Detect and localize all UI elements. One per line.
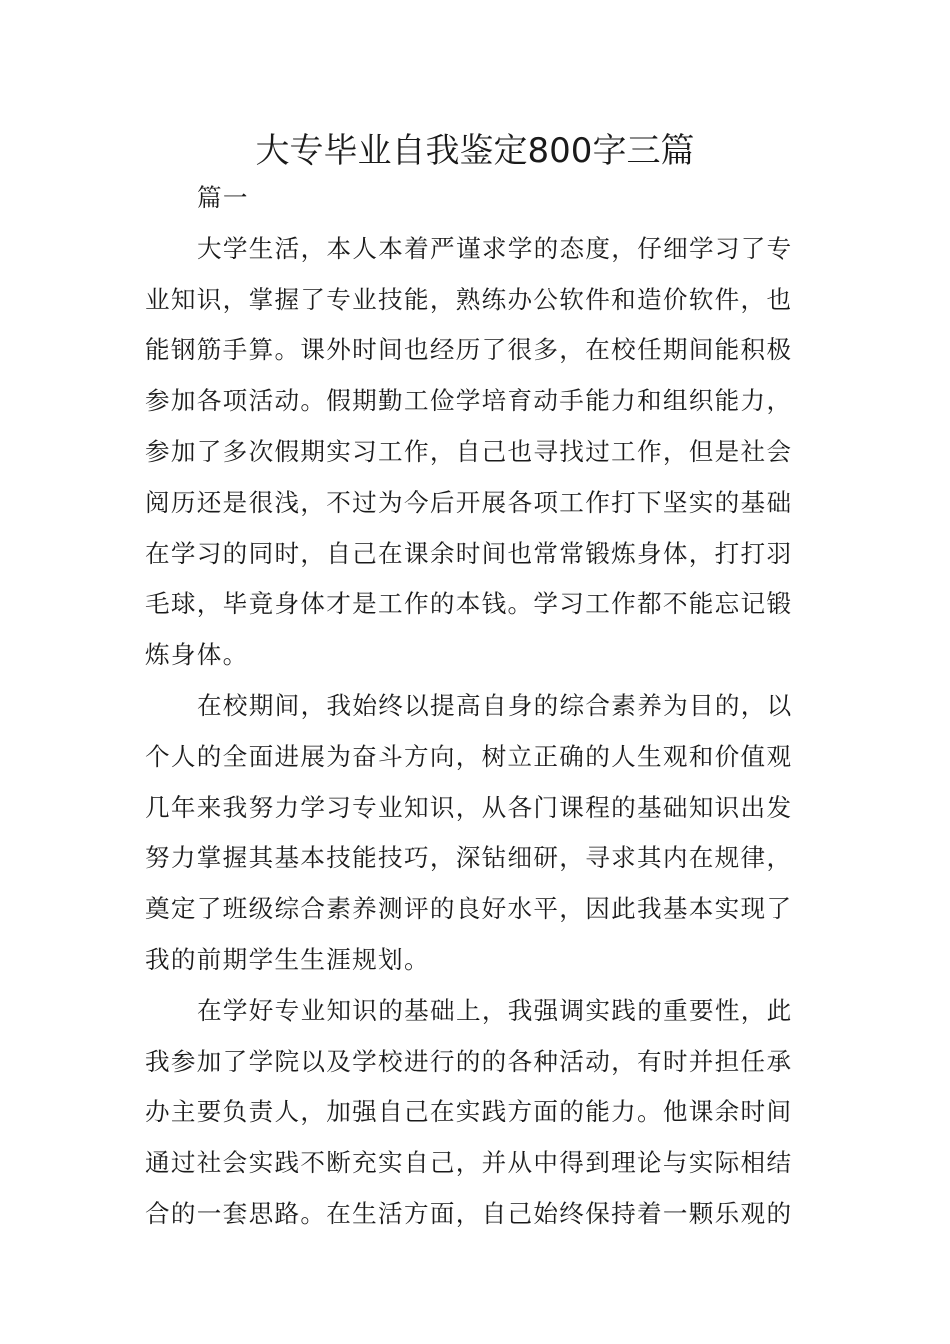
paragraph-line: 合的一套思路。在生活方面，自己始终保持着一颗乐观的: [145, 1198, 793, 1228]
paragraph-line: 我参加了学院以及学校进行的的各种活动，有时并担任承: [145, 1046, 793, 1076]
paragraph-line: 阅历还是很浅，不过为今后开展各项工作打下坚实的基础: [145, 487, 793, 517]
paragraph-line: 毛球，毕竟身体才是工作的本钱。学习工作都不能忘记锻: [145, 589, 793, 619]
section-label: 篇一: [197, 183, 249, 212]
paragraph-line: 能钢筋手算。课外时间也经历了很多，在校任期间能积极: [145, 335, 793, 365]
paragraph-line: 个人的全面进展为奋斗方向，树立正确的人生观和价值观: [145, 741, 793, 771]
paragraph-line: 炼身体。: [145, 640, 249, 670]
paragraph-1: [145, 224, 810, 681]
paragraph-line: 大学生活，本人本着严谨求学的态度，仔细学习了专: [197, 233, 793, 263]
paragraph-2: [145, 681, 810, 986]
paragraph-line: 在学好专业知识的基础上，我强调实践的重要性，此: [197, 995, 793, 1025]
paragraph-line: 参加各项活动。假期勤工俭学培育动手能力和组织能力，: [145, 386, 793, 416]
paragraph-line: 努力掌握其基本技能技巧，深钻细研，寻求其内在规律，: [145, 843, 793, 873]
document-body: [145, 173, 810, 1240]
paragraph-line: 参加了多次假期实习工作，自己也寻找过工作，但是社会: [145, 436, 793, 466]
paragraph-line: 办主要负责人，加强自己在实践方面的能力。他课余时间: [145, 1097, 793, 1127]
paragraph-line: 奠定了班级综合素养测评的良好水平，因此我基本实现了: [145, 894, 793, 924]
paragraph-line: 我的前期学生生涯规划。: [145, 944, 430, 974]
paragraph-3: [145, 986, 810, 1240]
paragraph-line: 在校期间，我始终以提高自身的综合素养为目的，以: [197, 690, 793, 720]
paragraph-line: 通过社会实践不断充实自己，并从中得到理论与实际相结: [145, 1148, 793, 1178]
document-title: 大专毕业自我鉴定800字三篇: [255, 131, 695, 171]
paragraph-line: 业知识，掌握了专业技能，熟练办公软件和造价软件，也: [145, 284, 793, 314]
paragraph-line: 几年来我努力学习专业知识，从各门课程的基础知识出发: [145, 792, 793, 822]
paragraph-line: 在学习的同时，自己在课余时间也常常锻炼身体，打打羽: [145, 538, 793, 568]
